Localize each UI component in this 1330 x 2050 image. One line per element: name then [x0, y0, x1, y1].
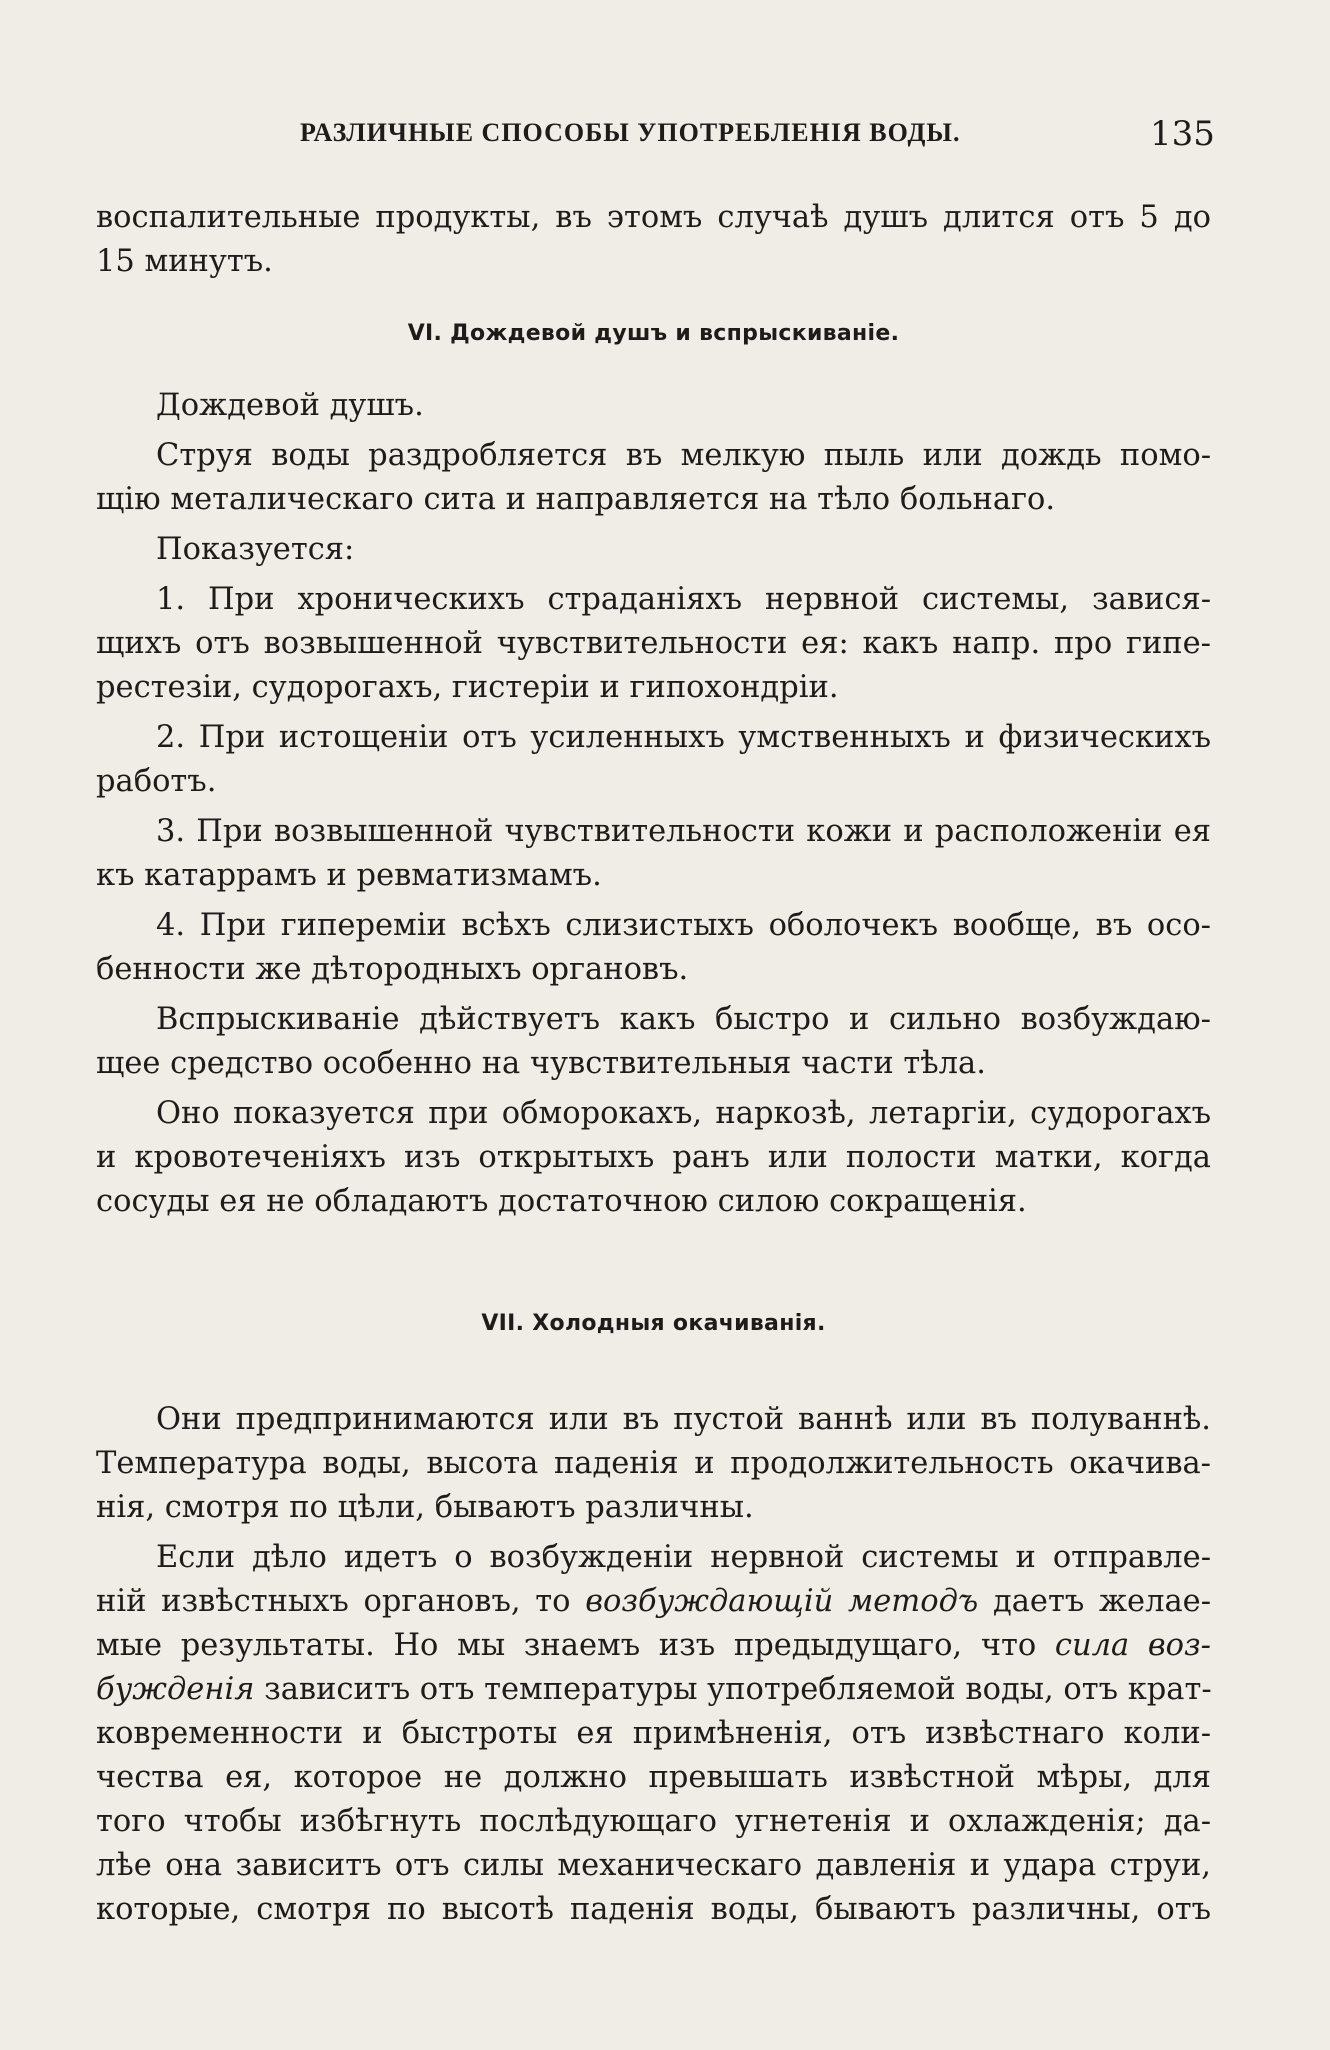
paragraph	[96, 528, 1211, 572]
list-item	[96, 716, 1211, 804]
running-title: РАЗЛИЧНЫЕ СПОСОБЫ УПОТРЕБЛЕНІЯ ВОДЫ.	[300, 118, 961, 147]
section-heading-vi: VI. Дождевой душъ и вспрыскиваніе.	[407, 321, 900, 346]
list-item	[96, 578, 1211, 710]
text-line: Оно показуется при обморокахъ, наркозѣ, летаргіи, судорогахъ	[156, 1096, 1211, 1131]
text-line: и кровотеченіяхъ изъ открытыхъ ранъ или полости матки, когда	[96, 1140, 1211, 1175]
paragraph	[96, 434, 1211, 522]
text-line	[96, 1580, 1211, 1624]
italic-term: возбуждающій методъ	[585, 1584, 979, 1619]
list-item	[96, 904, 1211, 992]
text-line: 4. При гипереміи всѣхъ слизистыхъ оболочекъ вообще, въ осо-	[156, 908, 1211, 943]
text-line: Вспрыскиваніе дѣйствуетъ какъ быстро и сильно возбуждаю-	[156, 1002, 1211, 1037]
text-line: щее средство особенно на чувствительныя части тѣла.	[96, 1046, 986, 1081]
section-heading-vii: VII. Холодныя окачиванія.	[481, 1311, 826, 1336]
text-line: Они предпринимаются или въ пустой ваннѣ или въ полуваннѣ.	[156, 1402, 1211, 1437]
paragraph	[96, 1536, 1211, 1932]
text-line: того чтобы избѣгнуть послѣдующаго угнетенія и охлажденія; да-	[96, 1804, 1211, 1839]
text-run: даетъ желае-	[978, 1584, 1211, 1619]
paragraph	[96, 1398, 1211, 1530]
indications-label: Показуется:	[156, 532, 355, 567]
page-header	[0, 114, 1330, 158]
text-line: ковременности и быстроты ея примѣненія, отъ извѣстнаго коли-	[96, 1716, 1211, 1751]
text-line: бенности же дѣтородныхъ органовъ.	[96, 952, 689, 987]
text-line: 2. При истощеніи отъ усиленныхъ умственныхъ и физическихъ	[156, 720, 1211, 755]
subheading-text: Дождевой душъ.	[156, 388, 424, 423]
list-item	[96, 810, 1211, 898]
text-run: зависитъ отъ температуры употребляемой воды, отъ крат-	[254, 1672, 1212, 1707]
text-line: которые, смотря по высотѣ паденія воды, бываютъ различны, отъ	[96, 1892, 1211, 1927]
text-line: 15 минутъ.	[96, 244, 273, 279]
text-run: ній извѣстныхъ органовъ, то	[96, 1584, 586, 1619]
text-line: работъ.	[96, 764, 217, 799]
text-line	[96, 1624, 1211, 1668]
text-line: 3. При возвышенной чувствительности кожи и расположеніи ея	[156, 814, 1211, 849]
text-run: мые результаты. Но мы знаемъ изъ предыдущаго, что	[96, 1628, 1055, 1663]
text-line: 1. При хроническихъ страданіяхъ нервной системы, завися-	[156, 582, 1211, 617]
text-line: Если дѣло идетъ о возбужденіи нервной системы и отправле-	[156, 1540, 1211, 1575]
italic-term: бужденія	[96, 1672, 255, 1707]
page-body	[96, 196, 1211, 1938]
text-line: воспалительные продукты, въ этомъ случаѣ душъ длится отъ 5 до	[96, 200, 1211, 235]
page-number: 135	[1150, 114, 1215, 154]
text-line: сосуды ея не обладаютъ достаточною силою сокращенія.	[96, 1184, 1027, 1219]
text-line: Температура воды, высота паденія и продолжительность окачива-	[96, 1446, 1211, 1481]
text-line	[96, 1668, 1211, 1712]
paragraph	[96, 1092, 1211, 1224]
continuation-paragraph	[96, 196, 1211, 284]
italic-term: сила воз-	[1054, 1628, 1211, 1663]
text-line: чества ея, которое не должно превышать извѣстной мѣры, для	[96, 1760, 1211, 1795]
text-line: къ катаррамъ и ревматизмамъ.	[96, 858, 602, 893]
text-line: нія, смотря по цѣли, бываютъ различны.	[96, 1490, 754, 1525]
text-line: щію металическаго сита и направляется на тѣло больнаго.	[96, 482, 1056, 517]
subheading	[96, 384, 1211, 428]
text-line: лѣе она зависитъ отъ силы механическаго давленія и удара струи,	[96, 1848, 1211, 1883]
text-line: Струя воды раздробляется въ мелкую пыль или дождь помо-	[156, 438, 1211, 473]
text-line: рестезіи, судорогахъ, гистеріи и гипохондріи.	[96, 670, 839, 705]
text-line: щихъ отъ возвышенной чувствительности ея: какъ напр. про гипе-	[96, 626, 1211, 661]
paragraph	[96, 998, 1211, 1086]
